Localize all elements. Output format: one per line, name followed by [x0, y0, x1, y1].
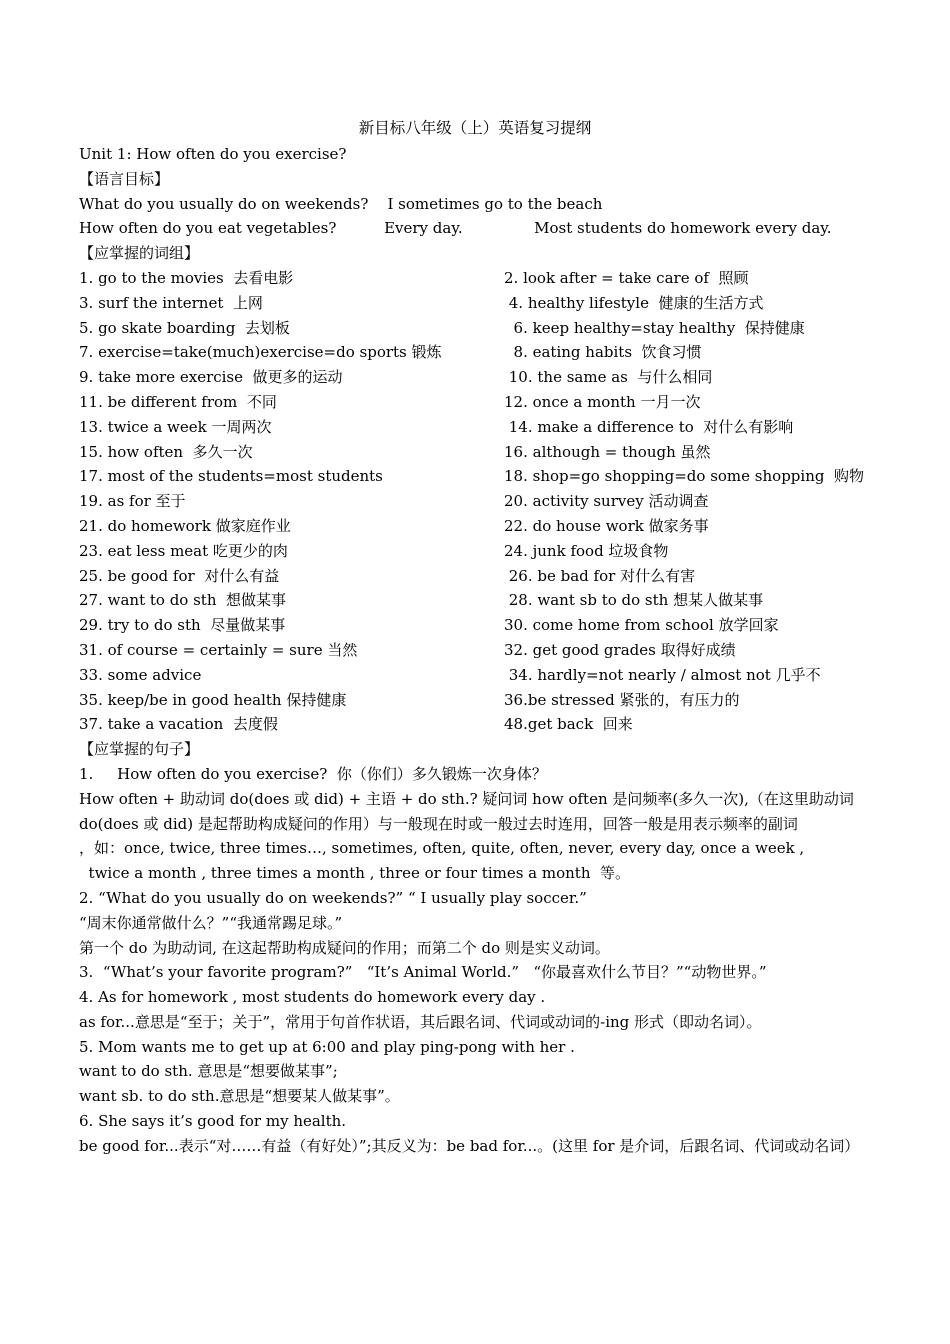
phrase-left: 11. be different from 不同: [79, 392, 277, 411]
phrase-row: [79, 340, 879, 365]
phrase-right: 22. do house work 做家务事: [504, 516, 709, 535]
phrase-left: 19. as for 至于: [79, 492, 186, 511]
phrase-right: 30. come home from school 放学回家: [504, 616, 779, 635]
document-title: 新目标八年级（上）英语复习提纲: [358, 119, 592, 137]
phrase-row: [79, 266, 879, 291]
sentence-item: 5. Mom wants me to get up at 6:00 and play ping-pong with her .: [79, 1037, 575, 1056]
sentence-item: 1. How often do you exercise? 你（你们）多久锻炼一次身体？: [79, 764, 547, 783]
phrase-left: 21. do homework 做家庭作业: [79, 516, 291, 535]
sentence-explanation: as for...意思是“至于；关于”，常用于句首作状语，其后跟名词、代词或动词的-ing 形式（即动名词）。: [79, 1012, 762, 1031]
phrase-right: 48.get back 回来: [504, 715, 633, 734]
phrase-row: [79, 514, 879, 539]
section-heading-goals: 【语言目标】: [79, 169, 170, 188]
phrase-right: 14. make a difference to 对什么有影响: [504, 417, 794, 436]
phrase-row: [79, 688, 879, 713]
section-heading-phrases: 【应掌握的词组】: [79, 244, 200, 263]
phrase-left: 17. most of the students=most students: [79, 467, 383, 486]
sentence-explanation: want sb. to do sth.意思是“想要某人做某事”。: [79, 1087, 400, 1106]
phrase-left: 27. want to do sth 想做某事: [79, 591, 287, 610]
phrase-row: [79, 489, 879, 514]
sentence-explanation: twice a month , three times a month , three or four times a month 等。: [79, 864, 631, 883]
sentence-item: 3. “What’s your favorite program?” “It’s Animal World.” “你最喜欢什么节目？”“动物世界。”: [79, 963, 767, 982]
phrase-row: [79, 415, 879, 440]
phrase-row: [79, 564, 879, 589]
phrase-left: 13. twice a week 一周两次: [79, 417, 272, 436]
phrase-row: [79, 663, 879, 688]
phrase-right: 6. keep healthy=stay healthy 保持健康: [504, 318, 805, 337]
phrase-right: 32. get good grades 取得好成绩: [504, 640, 736, 659]
unit-title: Unit 1: How often do you exercise?: [79, 145, 347, 163]
sentence-explanation: How often + 助动词 do(does 或 did) + 主语 + do sth.? 疑问词 how often 是问频率(多久一次),（在这里助动词 do(does 或 did) 是起帮助构成疑问的作用）与一般现在时或一般过去时连用，回答一般是用表示频率的副词: [79, 789, 854, 833]
phrase-right: 36.be stressed 紧张的，有压力的: [504, 690, 740, 709]
sentence-item: 2. “What do you usually do on weekends?” “ I usually play soccer.”: [79, 888, 587, 907]
sentence-item: 4. As for homework , most students do homework every day .: [79, 988, 546, 1007]
sentence-explanation: 第一个 do 为助动词, 在这起帮助构成疑问的作用；而第二个 do 则是实义动词。: [79, 938, 610, 957]
section-heading-sentences: 【应掌握的句子】: [79, 740, 200, 759]
phrase-row: [79, 316, 879, 341]
phrase-left: 31. of course = certainly = sure 当然: [79, 640, 358, 659]
phrase-right: 18. shop=go shopping=do some shopping 购物: [504, 467, 864, 486]
phrase-right: 20. activity survey 活动调查: [504, 492, 709, 511]
phrase-left: 35. keep/be in good health 保持健康: [79, 690, 347, 709]
phrase-left: 23. eat less meat 吃更少的肉: [79, 541, 288, 560]
phrase-right: 34. hardly=not nearly / almost not 几乎不: [504, 665, 821, 684]
phrase-row: [79, 440, 879, 465]
phrase-right: 26. be bad for 对什么有害: [504, 566, 696, 585]
phrase-row: [79, 365, 879, 390]
phrase-row: [79, 712, 879, 737]
phrase-right: 28. want sb to do sth 想某人做某事: [504, 591, 764, 610]
phrase-row: [79, 464, 879, 489]
phrase-left: 1. go to the movies 去看电影: [79, 268, 294, 287]
sentence-item: 6. She says it’s good for my health.: [79, 1112, 347, 1131]
phrase-right: 12. once a month 一月一次: [504, 392, 701, 411]
phrase-left: 9. take more exercise 做更多的运动: [79, 368, 343, 387]
phrase-left: 37. take a vacation 去度假: [79, 715, 278, 734]
phrase-left: 15. how often 多久一次: [79, 442, 253, 461]
phrase-row: [79, 613, 879, 638]
goal-sentence: What do you usually do on weekends? I sometimes go to the beach: [79, 194, 603, 213]
phrase-right: 2. look after = take care of 照顾: [504, 268, 749, 287]
phrase-right: 4. healthy lifestyle 健康的生活方式: [504, 293, 764, 312]
sentence-explanation: want to do sth. 意思是“想要做某事”;: [79, 1062, 338, 1081]
phrase-list: [79, 266, 879, 737]
phrase-left: 5. go skate boarding 去划板: [79, 318, 290, 337]
sentence-translation: “周末你通常做什么？”“我通常踢足球。”: [79, 913, 343, 932]
phrase-row: [79, 539, 879, 564]
phrase-left: 3. surf the internet 上网: [79, 293, 263, 312]
phrase-left: 33. some advice: [79, 665, 202, 684]
phrase-row: [79, 291, 879, 316]
phrase-row: [79, 588, 879, 613]
phrase-row: [79, 638, 879, 663]
phrase-right: 24. junk food 垃圾食物: [504, 541, 669, 560]
phrase-left: 25. be good for 对什么有益: [79, 566, 280, 585]
goal-sentence: How often do you eat vegetables? Every day. Most students do homework every day.: [79, 219, 832, 238]
phrase-row: [79, 390, 879, 415]
phrase-right: 10. the same as 与什么相同: [504, 368, 713, 387]
document-body: [79, 142, 879, 1159]
sentence-explanation: be good for...表示“对……有益（有好处）”;其反义为：be bad for...。(这里 for 是介词，后跟名词、代词或动名词）: [79, 1136, 860, 1155]
phrase-right: 16. although = though 虽然: [504, 442, 711, 461]
sentence-explanation: ，如：once, twice, three times…, sometimes, often, quite, often, never, every day, once a week ,: [79, 839, 805, 858]
phrase-left: 7. exercise=take(much)exercise=do sports 锻炼: [79, 343, 442, 362]
phrase-right: 8. eating habits 饮食习惯: [504, 343, 702, 362]
phrase-left: 29. try to do sth 尽量做某事: [79, 616, 286, 635]
